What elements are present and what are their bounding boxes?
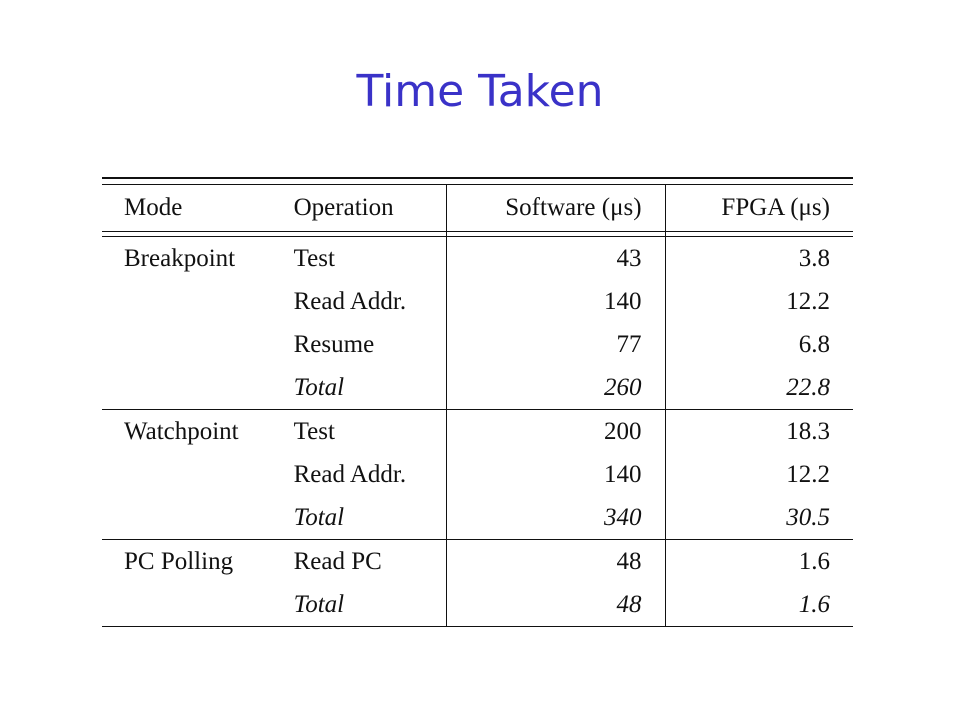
cell-operation: Total (294, 366, 447, 410)
cell-software: 140 (446, 280, 665, 323)
table-row (102, 583, 853, 627)
cell-mode (102, 453, 294, 496)
cell-mode: Breakpoint (124, 244, 236, 272)
cell-mode (102, 583, 294, 627)
table-top-rule (102, 177, 853, 185)
cell-fpga: 12.2 (665, 280, 853, 323)
cell-mode (102, 323, 294, 366)
cell-fpga: 30.5 (665, 496, 853, 540)
table-row (102, 410, 853, 454)
cell-mode (102, 280, 294, 323)
cell-software: 77 (446, 323, 665, 366)
cell-mode: PC Polling (124, 547, 234, 575)
cell-software: 140 (446, 453, 665, 496)
cell-software: 48 (446, 540, 665, 584)
cell-fpga: 3.8 (665, 237, 853, 281)
cell-fpga: 12.2 (665, 453, 853, 496)
cell-fpga: 1.6 (665, 540, 853, 584)
cell-software: 200 (446, 410, 665, 454)
header-operation: Operation (293, 194, 394, 221)
table-row (102, 496, 853, 540)
header-mode: Mode (124, 194, 183, 221)
header-fpga: FPGA (μs) (665, 185, 853, 232)
cell-operation: Total (294, 496, 447, 540)
table-row (102, 280, 853, 323)
cell-operation: Read PC (293, 547, 382, 575)
cell-fpga: 1.6 (665, 583, 853, 627)
cell-mode (102, 366, 294, 410)
cell-operation: Resume (293, 330, 375, 358)
timing-table-wrapper (102, 177, 853, 627)
table-row (102, 453, 853, 496)
header-software: Software (μs) (446, 185, 665, 232)
cell-mode: Watchpoint (124, 417, 239, 445)
cell-fpga: 18.3 (665, 410, 853, 454)
cell-operation: Test (293, 417, 335, 445)
cell-operation: Test (293, 244, 335, 272)
table-row (102, 540, 853, 584)
table-header-row (102, 185, 853, 232)
cell-operation: Total (294, 583, 447, 627)
cell-software: 340 (446, 496, 665, 540)
cell-fpga: 6.8 (665, 323, 853, 366)
slide-title: Time Taken (356, 66, 604, 117)
timing-table (102, 185, 853, 627)
cell-software: 260 (446, 366, 665, 410)
table-row (102, 366, 853, 410)
table-row (102, 237, 853, 281)
cell-operation: Read Addr. (293, 460, 407, 488)
cell-operation: Read Addr. (293, 287, 407, 315)
table-row (102, 323, 853, 366)
table-body (102, 237, 853, 627)
cell-fpga: 22.8 (665, 366, 853, 410)
cell-software: 48 (446, 583, 665, 627)
cell-software: 43 (446, 237, 665, 281)
cell-mode (102, 496, 294, 540)
